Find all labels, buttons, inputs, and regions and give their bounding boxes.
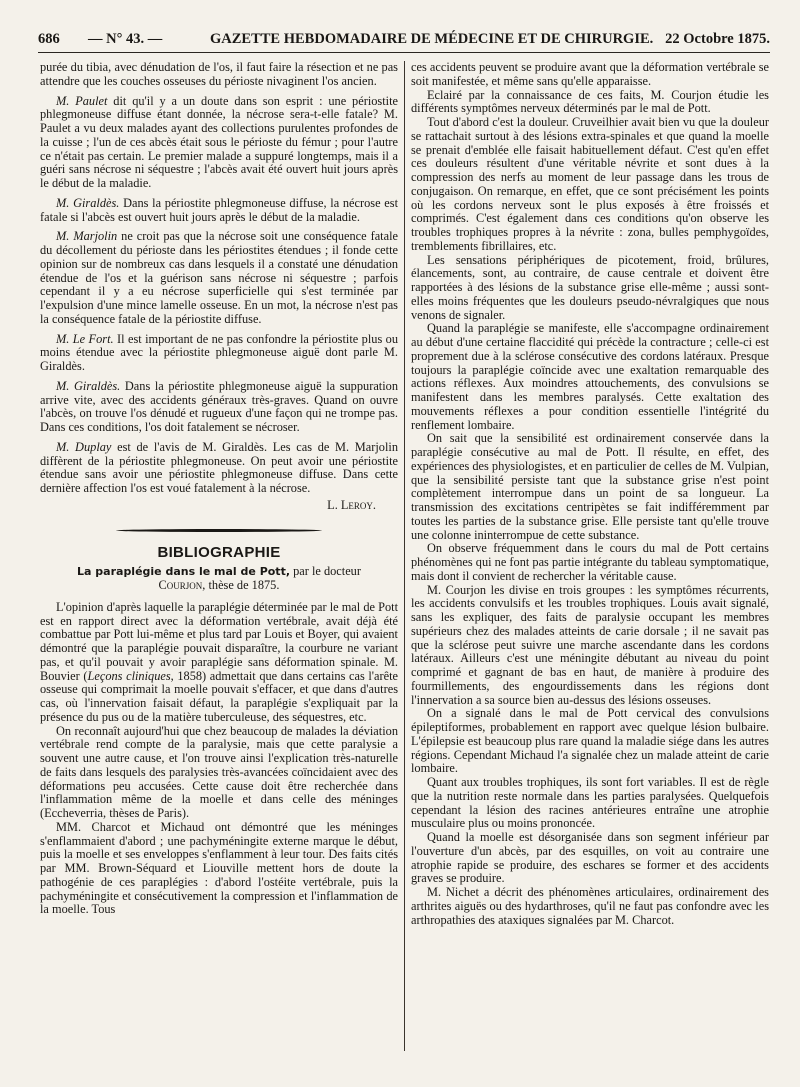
paragraph: MM. Charcot et Michaud ont démontré que les méninges s'enflammaient d'abord ; une pachyméningite externe marque le début, puis la moelle et ses enveloppes s'enflamment à leur tour. Des faits cités par MM. Brown-Séquard et Liouville mettent hors de doute la pathogénie de ces paraplégies : d'abord l'ostéite vertébrale, puis la pachyméningite et consécutivement la compression et l'inflammation de la moelle. Tous xyxy=(40,819,398,917)
speaker: M. Marjolin xyxy=(56,229,118,244)
issue-number: — N° 43. — xyxy=(88,31,163,47)
paragraph: ces accidents peuvent se produire avant que la déformation vertébrale se soit manifestée, et même sans qu'elle apparaisse. xyxy=(411,60,769,88)
paragraph: M. Giraldès. Dans la périostite phlegmoneuse aiguë la suppuration arrive vite, avec des accidents généraux très-graves. Quand on ouvre l'abcès, on trouve l'os dénudé et rugueux d'une façon qui ne trompe pas. Dans ces conditions, l'os doit fatalement se nécroser. xyxy=(40,378,398,434)
paragraph: L'opinion d'après laquelle la paraplégie déterminée par le mal de Pott est en rapport direct avec la déformation vertébrale, avait déjà été combattue par Pott lui-même et plus tard par Louis et Boyer, qui avaient démontré que la paraplégie pouvait disparaître, la courbure ne variant pas, et qu'il pouvait y avoir paraplégie sans déformation spinale. M. Bouvier (Leçons cliniques, 1858) admettait que dans certains cas l'arête osseuse qui comprimait la moelle pouvait s'effacer, et que dans d'autres cas, où l'innervation faisait défaut, la paraplégie s'expliquait par la présence du pus ou de la matière tuberculeuse, des séquestres, etc. xyxy=(40,599,398,724)
paragraph: M. Giraldès. Dans la périostite phlegmoneuse diffuse, la nécrose est fatale si l'abcès est ouvert huit jours après le début de la maladie. xyxy=(40,195,399,224)
paragraph: M. Duplay est de l'avis de M. Giraldès. Les cas de M. Marjolin diffèrent de la périostite phlegmoneuse. On peut avoir une périostite étendue sans avoir une périostite phlegmoneuse diffuse. Dans cette dernière affection l'os est voué fatalement à la nécrose. xyxy=(40,439,399,495)
paragraph: Quand la moelle est désorganisée dans son segment inférieur par l'ouverture d'un abcès, par des esquilles, on voit au contraire une atrophie rapide se produire, des eschares se former et des accidents graves se produire. xyxy=(411,830,769,886)
left-column xyxy=(40,61,398,917)
paragraph: purée du tibia, avec dénudation de l'os, il faut faire la résection et ne pas attendre que les couches osseuses du périoste nivaginent l'os ancien. xyxy=(40,60,398,88)
paragraph: M. Nichet a décrit des phénomènes articulaires, ordinairement des arthrites aiguës ou des hydarthroses, qu'il ne faut pas confondre avec les arthropathies des ataxiques signalées par M. Charcot. xyxy=(411,885,769,927)
paragraph: M. Marjolin ne croit pas que la nécrose soit une conséquence fatale du décollement du périoste dans les périostites étendues ; il fonde cette opinion sur de nombreux cas dans lesquels il a constaté une dénudation étendue de l'os et la guérison sans nécrose ni séquestre ; parfois cependant il y a eu nécrose superficielle qui s'est terminée par l'expulsion d'une mince lamelle osseuse. En un mot, la nécrose n'est pas la conséquence fatale de la périostite diffuse. xyxy=(40,229,398,326)
paragraph: Les sensations périphériques de picotement, froid, brûlures, élancements, sont, au contraire, de cause centrale et doivent être rapportées à des lésions de la substance grise elle-même ; aussi sont-elles moins fréquentes que les douleurs pseudo-névralgiques que nous venons de signaler. xyxy=(411,252,769,322)
paragraph: On a signalé dans le mal de Pott cervical des convulsions épileptiformes, probablement en rapport avec quelque lésion bulbaire. L'épilepsie est beaucoup plus rare quand la maladie siége dans les autres régions. Cependant Michaud l'a signalée chez un malade atteint de carie lombaire. xyxy=(411,706,769,776)
paragraph: On observe fréquemment dans le cours du mal de Pott certains phénomènes qui ne font pas partie intégrante du tableau symptomatique, mais dont il convient de rechercher la véritable cause. xyxy=(411,541,769,583)
paragraph: Eclairé par la connaissance de ces faits, M. Courjon étudie les différents symptômes nerveux déterminés par le mal de Pott. xyxy=(411,87,769,116)
issue-date: 22 Octobre 1875. xyxy=(665,31,770,47)
paragraph: On reconnaît aujourd'hui que chez beaucoup de malades la déviation vertébrale rend compte de la paralysie, mais que cette paralysie a souvent une autre cause, et l'on trouve ainsi l'explication très-naturelle de faits dans lesquels des paralysies très-avancées coïncidaient avec des déformations peu accusées. Cette cause doit être recherchée dans l'inflammation même de la moelle et dans celle des méninges (Eccheverria, thèses de Paris). xyxy=(40,723,398,820)
paragraph: M. Le Fort. Il est important de ne pas confondre la périostite plus ou moins étendue avec la périostite phlegmoneuse aiguë dont parle M. Giraldès. xyxy=(40,331,399,373)
paragraph: Quand la paraplégie se manifeste, elle s'accompagne ordinairement au début d'une certaine flaccidité qui précède la contracture ; celle-ci est proprement due à la sclérose consécutive des cordons latéraux. Presque toujours la paraplégie coïncide avec une exaltation remarquable des actions réflexes. Aux moindres attouchements, des convulsions se manifestent dans les membres paralysés. Cette exaltation des mouvements réflexes a pour condition essentielle l'intégrité du renflement lombaire. xyxy=(411,321,769,432)
book-author: Courjon xyxy=(158,578,203,592)
book-title: La paraplégie dans le mal de Pott, xyxy=(77,565,291,579)
speaker: M. Giraldès. xyxy=(56,378,121,393)
book-reference: La paraplégie dans le mal de Pott, par le docteur Courjon, thèse de 1875. xyxy=(77,564,361,592)
paragraph: On sait que la sensibilité est ordinairement conservée dans la paraplégie consécutive au mal de Pott. Il résulte, en effet, des expériences des physiologistes, et en particulier de celles de M. Vulpian, que la sensibilité persiste tant que la substance grise n'est point complètement interrompue dans un point de sa longueur. La transmission des excitations centripètes se fait indifféremment par toutes les parties de la substance grise. Elle persiste tant qu'elle trouve une colonne ininterrompue de cette substance. xyxy=(411,431,769,542)
speaker: M. Giraldès. xyxy=(56,195,120,210)
paragraph: M. Paulet dit qu'il y a un doute dans son esprit : une périostite phlegmoneuse diffuse étant donnée, la nécrose sera-t-elle fatale? M. Paulet a vu deux malades ayant des collections purulentes profondes de la cuisse ; l'un de ces abcès était sous le périoste du fémur ; pour l'autre ce n'était pas certain. Le premier malade a suppuré longtemps, mais il a guéri sans nécrose ni séquestre ; l'abcès avait été ouvert huit jours après le début de la maladie. xyxy=(40,93,398,190)
section-separator xyxy=(116,529,322,532)
paragraph: Tout d'abord c'est la douleur. Cruveilhier avait bien vu que la douleur se rattachait surtout à des lésions extra-spinales et que quand la moelle se prenait d'emblée elle faisait habituellement défaut. C'est qu'en effet ces douleurs résultent d'une véritable névrite et sont dues à la compression des nerfs au moment de leur passage dans les trous de conjugaison. On remarque, en effet, que ce sont précisément les points où les cordons nerveux sont le plus exposés à être froissés et comprimés. C'est également dans ces conditions qu'on observe les troubles trophiques propres à la névrite : zona, bulles pemphygoïdes, tremblements fibrillaires, etc. xyxy=(411,115,769,253)
speaker: M. Le Fort. xyxy=(56,331,114,346)
section-heading: BIBLIOGRAPHIE xyxy=(157,543,281,561)
speaker: M. Paulet xyxy=(56,93,108,108)
page-number: 686 xyxy=(38,31,60,47)
page-header xyxy=(38,28,770,53)
signature: L. Leroy. xyxy=(327,497,376,512)
journal-title: GAZETTE HEBDOMADAIRE DE MÉDECINE ET DE CHIRURGIE. xyxy=(210,31,654,47)
speaker: M. Duplay xyxy=(56,439,112,454)
paragraph: Quant aux troubles trophiques, ils sont fort variables. Il est de règle que la nutrition reste normale dans les parties paralysées. Quelquefois cependant la lésion des racines antérieures entraîne une atrophie musculaire plus ou moins prononcée. xyxy=(411,775,769,831)
paragraph: M. Courjon les divise en trois groupes : les symptômes récurrents, les accidents convulsifs et les troubles trophiques. Louis avait signalé, sans les expliquer, des faits de paralysie occupant les membres supérieurs chez des malades atteints de carie dorsale ; il ne savait pas que la sclérose peut suivre une marche ascendante dans les cordons latéraux. Ailleurs c'est une méningite débutant au niveau du point comprimé et gagnant de bas en haut, de manière à produire des fourmillements, des engourdissements dans les régions dont l'innervation a sa source bien au-dessus des lésions osseuses. xyxy=(411,582,769,707)
column-divider xyxy=(404,61,405,1051)
right-column xyxy=(411,61,769,927)
